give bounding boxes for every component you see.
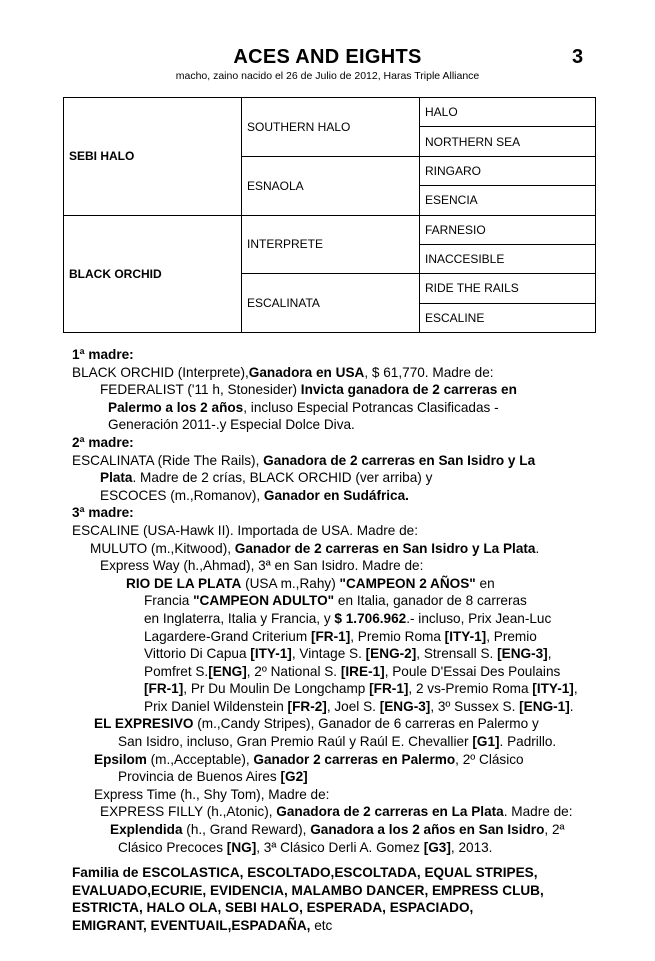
pedigree-g3-3: RINGARO xyxy=(420,156,596,185)
produce-record xyxy=(72,346,612,856)
pedigree-sire-dam: ESNAOLA xyxy=(242,156,420,215)
third-dam-line: Lagardere-Grand Criterium [FR-1], Premio Roma [ITY-1], Premio xyxy=(144,628,537,644)
second-dam-line: ESCALINATA (Ride The Rails), Ganadora de 2 carreras en San Isidro y La xyxy=(72,452,536,468)
third-dam-line: en Inglaterra, Italia y Francia, y $ 1.706.962.- incluso, Prix Jean-Luc xyxy=(144,610,552,626)
pedigree-g3-1: HALO xyxy=(420,98,596,127)
third-dam-line: ESCALINE (USA-Hawk II). Importada de USA. Madre de: xyxy=(72,522,419,538)
third-dam-heading: 3ª madre: xyxy=(72,505,134,521)
second-dam-line: ESCOCES (m.,Romanov), Ganador en Sudáfrica. xyxy=(100,487,409,503)
pedigree-dam-dam: ESCALINATA xyxy=(242,274,420,333)
family-line: Familia de ESCOLASTICA, ESCOLTADO,ESCOLTADA, EQUAL STRIPES, xyxy=(72,865,538,880)
pedigree-sire: SEBI HALO xyxy=(64,98,242,216)
family-line: EMIGRANT, EVENTUAIL,ESPADAÑA, etc xyxy=(72,917,333,933)
family-line: EVALUADO,ECURIE, EVIDENCIA, MALAMBO DANCER, EMPRESS CLUB, xyxy=(72,882,544,898)
first-dam-line: FEDERALIST ('11 h, Stonesider) Invicta ganadora de 2 carreras en xyxy=(100,382,517,398)
first-dam-line: Palermo a los 2 años, incluso Especial Potrancas Clasificadas - xyxy=(108,399,499,415)
pedigree-g3-5: FARNESIO xyxy=(420,215,596,244)
pedigree-g3-7: RIDE THE RAILS xyxy=(420,274,596,303)
lot-number: 3 xyxy=(572,46,584,68)
second-dam-line: Plata. Madre de 2 crías, BLACK ORCHID (ver arriba) y xyxy=(100,470,433,486)
pedigree-g3-4: ESENCIA xyxy=(420,186,596,215)
pedigree-g3-6: INACCESIBLE xyxy=(420,244,596,273)
third-dam-line: Provincia de Buenos Aires [G2] xyxy=(118,769,308,785)
third-dam-line: San Isidro, incluso, Gran Premio Raúl y Raúl E. Chevallier [G1]. Padrillo. xyxy=(118,734,557,750)
third-dam-line: EXPRESS FILLY (h.,Atonic), Ganadora de 2 carreras en La Plata. Madre de: xyxy=(100,804,573,820)
page-title: ACES AND EIGHTS xyxy=(233,46,422,68)
pedigree-dam-sire: INTERPRETE xyxy=(242,215,420,274)
third-dam-line: Explendida (h., Grand Reward), Ganadora a los 2 años en San Isidro, 2ª xyxy=(110,822,565,838)
page-subtitle: macho, zaino nacido el 26 de Julio de 2012, Haras Triple Alliance xyxy=(175,70,480,82)
third-dam-line: Clásico Precoces [NG], 3ª Clásico Derli A. Gomez [G3], 2013. xyxy=(118,839,493,855)
family-paragraph xyxy=(72,864,612,934)
third-dam-line: Vittorio Di Capua [ITY-1], Vintage S. [ENG-2], Strensall S. [ENG-3], xyxy=(144,646,552,662)
third-dam-line: MULUTO (m.,Kitwood), Ganador de 2 carreras en San Isidro y La Plata. xyxy=(90,540,540,556)
third-dam-line: Express Time (h., Shy Tom), Madre de: xyxy=(94,786,330,802)
third-dam-line: Francia "CAMPEON ADULTO" en Italia, ganador de 8 carreras xyxy=(144,593,527,609)
second-dam-heading: 2ª madre: xyxy=(72,434,134,450)
third-dam-line: [FR-1], Pr Du Moulin De Longchamp [FR-1], 2 vs-Premio Roma [ITY-1], xyxy=(144,681,578,697)
family-line: ESTRICTA, HALO OLA, SEBI HALO, ESPERADA, ESPACIADO, xyxy=(72,900,474,916)
pedigree-g3-8: ESCALINE xyxy=(420,303,596,332)
pedigree-g3-2: NORTHERN SEA xyxy=(420,127,596,156)
pedigree-table xyxy=(63,97,596,333)
first-dam-line: BLACK ORCHID (Interprete),Ganadora en USA, $ 61,770. Madre de: xyxy=(72,364,494,380)
family-etc: etc xyxy=(314,917,333,933)
third-dam-line: EL EXPRESIVO (m.,Candy Stripes), Ganador de 6 carreras en Palermo y xyxy=(94,716,539,732)
third-dam-line: Pomfret S.[ENG], 2º National S. [IRE-1], Poule D'Essai Des Poulains xyxy=(144,663,561,679)
pedigree-sire-sire: SOUTHERN HALO xyxy=(242,98,420,157)
first-dam-line: Generación 2011-.y Especial Dolce Diva. xyxy=(108,417,355,433)
third-dam-line: Prix Daniel Wildenstein [FR-2], Joel S. [ENG-3], 3º Sussex S. [ENG-1]. xyxy=(144,698,574,714)
pedigree-dam: BLACK ORCHID xyxy=(64,215,242,333)
third-dam-line: RIO DE LA PLATA (USA m.,Rahy) "CAMPEON 2 AÑOS" en xyxy=(126,575,495,591)
third-dam-line: Express Way (h.,Ahmad), 3ª en San Isidro. Madre de: xyxy=(100,558,424,574)
third-dam-line: Epsilom (m.,Acceptable), Ganador 2 carreras en Palermo, 2º Clásico xyxy=(94,751,524,767)
first-dam-heading: 1ª madre: xyxy=(72,347,134,362)
